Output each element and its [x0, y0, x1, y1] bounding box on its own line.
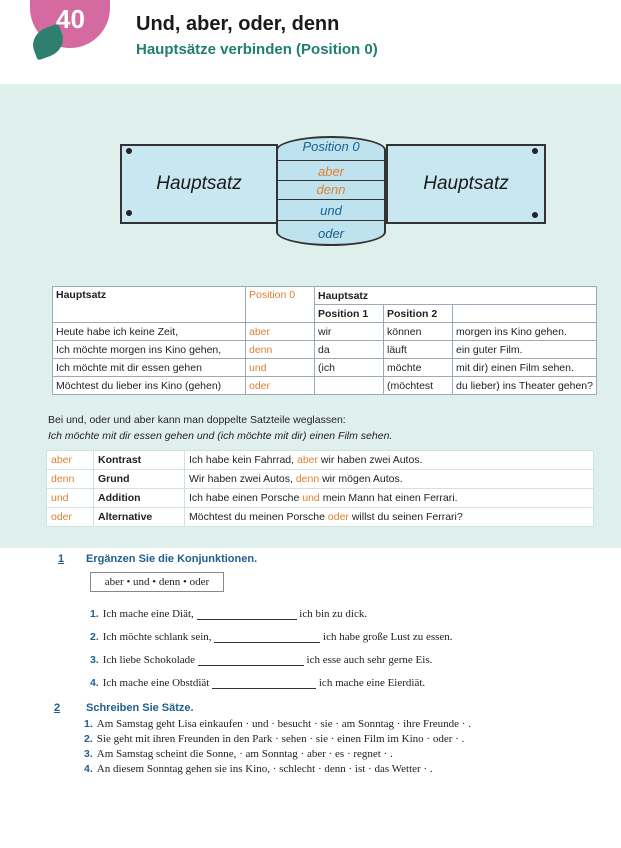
table-row	[53, 323, 597, 341]
item-text: ich mache eine Eierdiät.	[318, 677, 426, 689]
answer-blank[interactable]	[198, 665, 304, 666]
cylinder-divider	[278, 180, 384, 181]
item-number: 3.	[84, 748, 93, 760]
item-text: Ich liebe Schokolade	[102, 654, 196, 666]
item-text: Ich mache eine Diät,	[102, 608, 194, 620]
cell-pos1: wir	[315, 323, 384, 341]
cylinder-word-und: und	[320, 203, 342, 218]
cell-example	[185, 489, 594, 508]
chapter-number: 40	[56, 4, 85, 34]
cell-example	[185, 451, 594, 470]
cell-meaning: Grund	[94, 470, 185, 489]
item-number: 2.	[90, 631, 99, 643]
exercise-1-item	[90, 677, 425, 689]
exercise-2-item	[84, 763, 433, 775]
item-text: ich habe große Lust zu essen.	[323, 631, 453, 643]
cylinder-word-oder: oder	[317, 226, 345, 241]
position-table	[52, 286, 597, 395]
exercise-1-item	[90, 631, 453, 643]
rule-note: Bei und, oder und aber kann man doppelte Satzteile weglassen:	[48, 414, 346, 426]
exercise-2-item	[84, 748, 393, 760]
item-text: Ich möchte schlank sein,	[102, 631, 212, 643]
cell-conj: denn	[246, 341, 315, 359]
page-subtitle: Hauptsätze verbinden (Position 0)	[136, 41, 378, 58]
example-text: Ich habe einen Porsche	[189, 492, 303, 504]
table-row	[47, 489, 594, 508]
cylinder-word-aber: aber	[317, 164, 345, 179]
item-text: ich esse auch sehr gerne Eis.	[306, 654, 433, 666]
word-box: aber • und • denn • oder	[90, 572, 224, 592]
item-text: Ich mache eine Obstdiät	[102, 677, 210, 689]
right-clause-label: Hauptsatz	[423, 173, 509, 194]
diagram-right-clause	[386, 144, 546, 224]
cell-meaning: Kontrast	[94, 451, 185, 470]
cell-example	[185, 508, 594, 527]
table-row	[47, 451, 594, 470]
example-text: Ich habe kein Fahrrad,	[189, 454, 297, 466]
cylinder-divider	[278, 220, 384, 221]
cell-pos2: läuft	[384, 341, 453, 359]
cell-main: Heute habe ich keine Zeit,	[53, 323, 246, 341]
page-title: Und, aber, oder, denn	[136, 13, 340, 35]
item-number: 4.	[84, 763, 93, 775]
example-conj: denn	[295, 473, 320, 485]
cell-pos2: möchte	[384, 359, 453, 377]
cell-pos2: können	[384, 323, 453, 341]
rule-example: Ich möchte mit dir essen gehen und (ich möchte mit dir) einen Film sehen.	[48, 430, 393, 442]
example-text: wir mögen Autos.	[319, 473, 403, 485]
col-header-position0: Position 0	[246, 287, 315, 323]
item-number: 1.	[84, 718, 93, 730]
answer-blank[interactable]	[212, 688, 316, 689]
exercise-2-number	[54, 702, 60, 714]
cell-rest: du lieber) ins Theater gehen?	[453, 377, 597, 395]
example-text: Möchtest du meinen Porsche	[189, 511, 328, 523]
table-row	[47, 508, 594, 527]
exercise-1-number-text: 1	[58, 553, 65, 565]
screw-icon	[532, 148, 538, 154]
meaning-table	[46, 450, 594, 527]
item-text: An diesem Sonntag gehen sie ins Kino, · schlecht · denn · ist · das Wetter · .	[96, 763, 433, 775]
col-header-rest	[453, 305, 597, 323]
exercise-2-item	[84, 718, 471, 730]
item-text: ich bin zu dick.	[299, 608, 368, 620]
table-row	[53, 359, 597, 377]
cell-conj: aber	[47, 451, 94, 470]
cell-main: Ich möchte morgen ins Kino gehen,	[53, 341, 246, 359]
table-row	[53, 341, 597, 359]
example-conj: oder	[327, 511, 349, 523]
example-conj: und	[302, 492, 320, 504]
cell-pos1: da	[315, 341, 384, 359]
col-header-position2: Position 2	[384, 305, 453, 323]
left-clause-label: Hauptsatz	[156, 173, 242, 194]
screw-icon	[126, 148, 132, 154]
cell-conj: aber	[246, 323, 315, 341]
cell-pos1	[315, 377, 384, 395]
cell-meaning: Addition	[94, 489, 185, 508]
exercise-2-number-text: 2	[54, 702, 61, 714]
cell-main: Ich möchte mit dir essen gehen	[53, 359, 246, 377]
col-header-hauptsatz: Hauptsatz	[53, 287, 246, 323]
cell-main: Möchtest du lieber ins Kino (gehen)	[53, 377, 246, 395]
cell-conj: oder	[246, 377, 315, 395]
exercise-1-title: Ergänzen Sie die Konjunktionen.	[86, 553, 258, 565]
screw-icon	[126, 210, 132, 216]
answer-blank[interactable]	[197, 619, 297, 620]
item-text: Am Samstag geht Lisa einkaufen · und · besucht · sie · am Sonntag · ihre Freunde · .	[96, 718, 471, 730]
cylinder-title: Position 0	[302, 139, 360, 154]
answer-blank[interactable]	[214, 642, 320, 643]
cell-rest: mit dir) einen Film sehen.	[453, 359, 597, 377]
cell-rest: morgen ins Kino gehen.	[453, 323, 597, 341]
example-text: willst du seinen Ferrari?	[348, 511, 463, 523]
cell-pos1: (ich	[315, 359, 384, 377]
cell-example	[185, 470, 594, 489]
exercise-1-item	[90, 608, 367, 620]
col-header-position1: Position 1	[315, 305, 384, 323]
cylinder-word-denn: denn	[316, 182, 346, 197]
exercise-2-title: Schreiben Sie Sätze.	[86, 702, 194, 714]
cylinder-divider	[278, 160, 384, 161]
col-header-hauptsatz-2: Hauptsatz	[315, 287, 597, 305]
exercise-1-item	[90, 654, 432, 666]
cell-pos2: (möchtest	[384, 377, 453, 395]
table-row	[47, 470, 594, 489]
cell-conj: und	[246, 359, 315, 377]
table-row	[53, 377, 597, 395]
example-text: mein Mann hat einen Ferrari.	[319, 492, 458, 504]
screw-icon	[532, 212, 538, 218]
item-text: Am Samstag scheint die Sonne, · am Sonntag · aber · es · regnet · .	[96, 748, 393, 760]
item-number: 2.	[84, 733, 93, 745]
cylinder-divider	[278, 199, 384, 200]
item-number: 4.	[90, 677, 99, 689]
example-text: wir haben zwei Autos.	[318, 454, 423, 466]
diagram-left-clause	[120, 144, 278, 224]
cell-meaning: Alternative	[94, 508, 185, 527]
cell-conj: und	[47, 489, 94, 508]
exercise-2-item	[84, 733, 464, 745]
cell-conj: denn	[47, 470, 94, 489]
item-text: Sie geht mit ihren Freunden in den Park · sehen · sie · einen Film im Kino · oder · .	[96, 733, 465, 745]
example-text: Wir haben zwei Autos,	[189, 473, 296, 485]
cell-conj: oder	[47, 508, 94, 527]
exercise-1-number	[58, 553, 64, 565]
item-number: 1.	[90, 608, 99, 620]
item-number: 3.	[90, 654, 99, 666]
example-conj: aber	[296, 454, 318, 466]
cell-rest: ein guter Film.	[453, 341, 597, 359]
